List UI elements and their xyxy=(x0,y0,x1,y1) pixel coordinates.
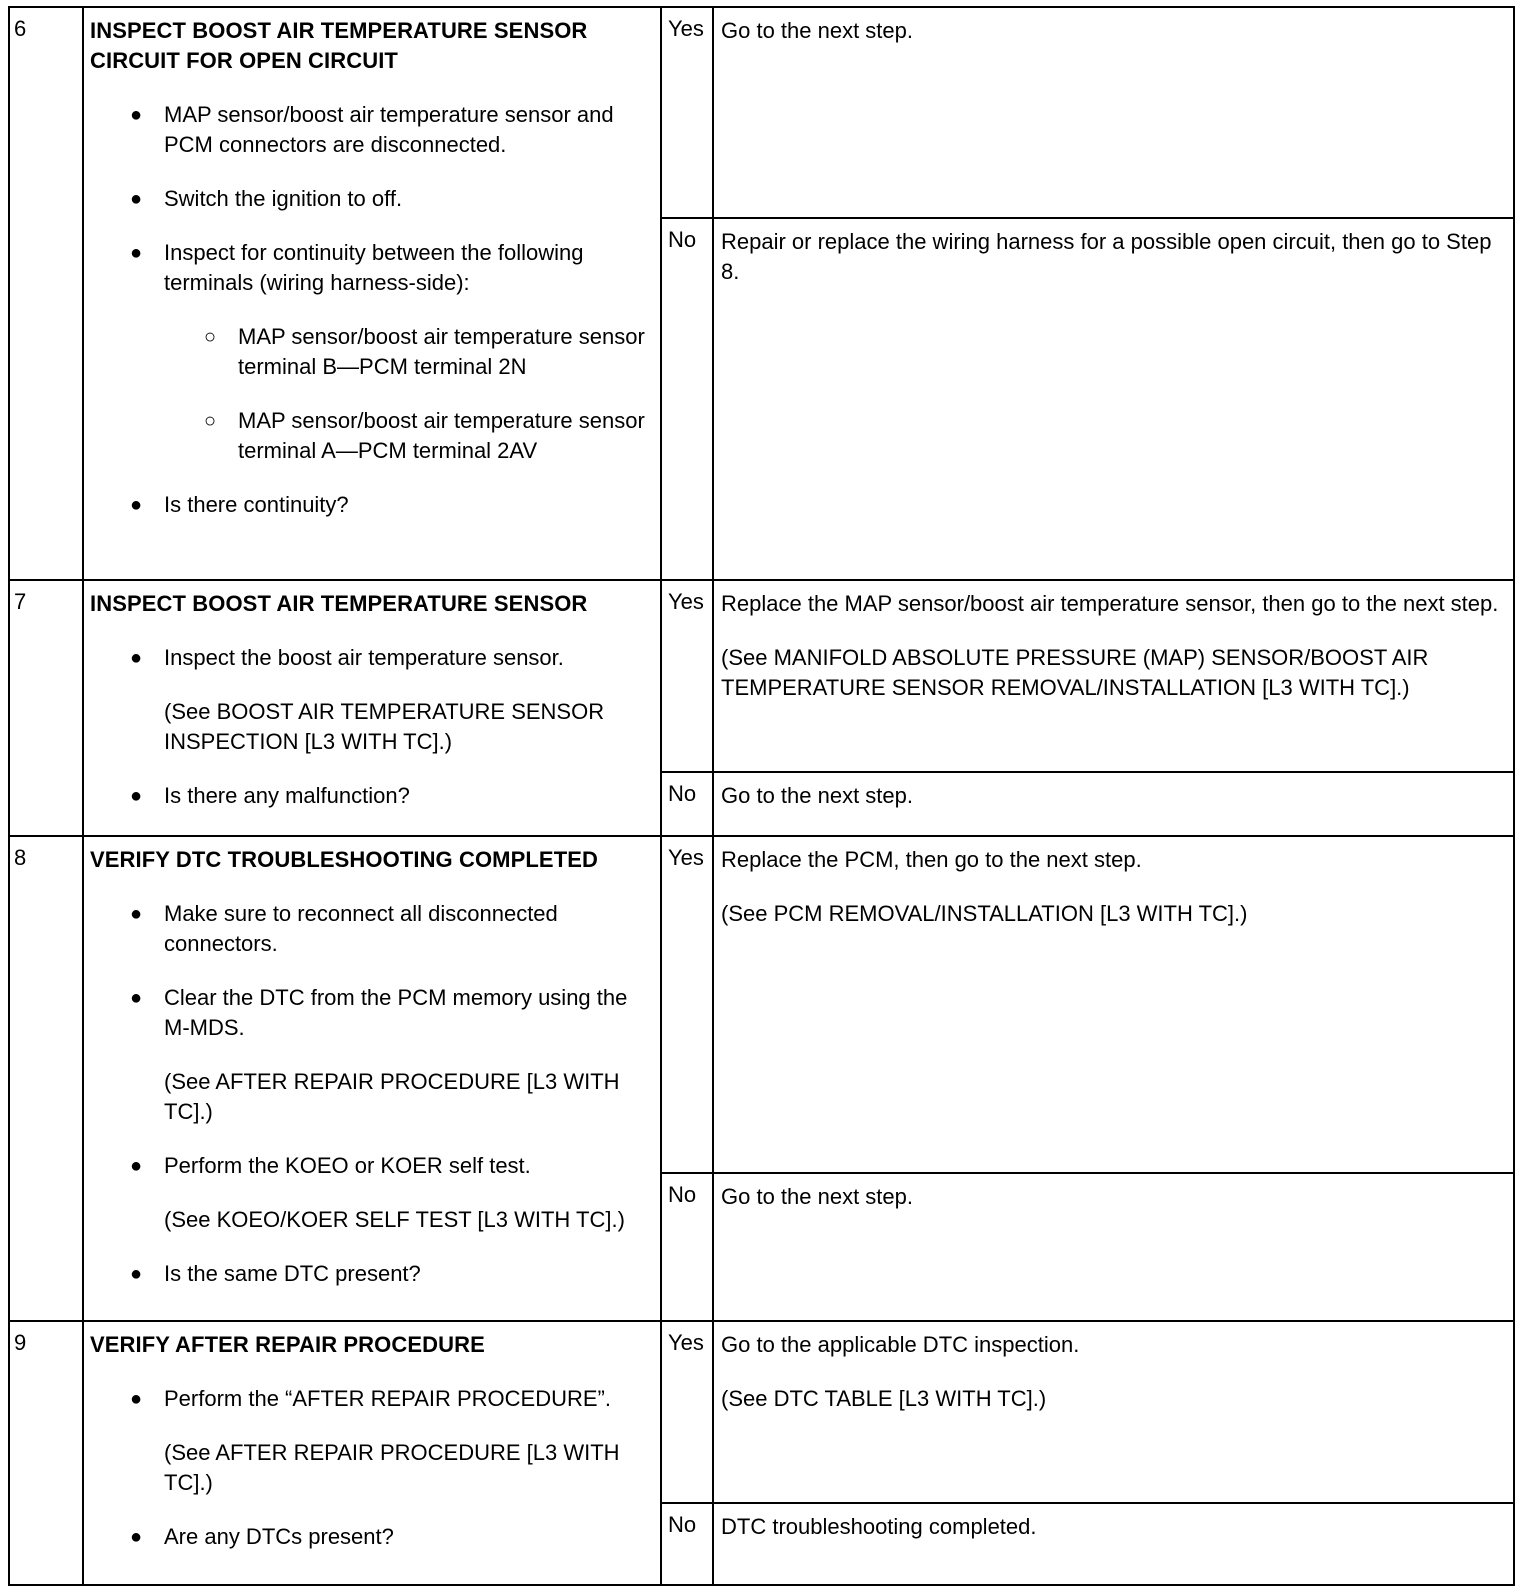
result-text: Go to the next step. xyxy=(721,18,914,43)
step-row-9-yes xyxy=(9,1321,1514,1503)
result-text: Replace the MAP sensor/boost air temperature sensor, then go to the next step. xyxy=(721,591,1499,616)
result-text: DTC troubleshooting completed. xyxy=(721,1514,1037,1539)
sub-bullet-item: ○ MAP sensor/boost air temperature sensor terminal A—PCM terminal 2AV xyxy=(238,406,650,466)
reference-text: (See KOEO/KOER SELF TEST [L3 WITH TC].) xyxy=(164,1207,625,1232)
result-no xyxy=(713,1173,1514,1321)
result-text: Go to the applicable DTC inspection. xyxy=(721,1332,1080,1357)
bullet-item: ● Make sure to reconnect all disconnected connectors. xyxy=(164,899,650,959)
reference-text: (See BOOST AIR TEMPERATURE SENSOR INSPECTION [L3 WITH TC].) xyxy=(164,699,605,754)
result-yes xyxy=(713,836,1514,1173)
answer-no: No xyxy=(661,218,713,580)
troubleshooting-table xyxy=(8,6,1515,1586)
answer-yes: Yes xyxy=(661,836,713,1173)
bullet-item: ● Inspect the boost air temperature sensor. xyxy=(164,643,650,673)
bullet-item: ● Perform the KOEO or KOER self test. xyxy=(164,1151,650,1181)
answer-no: No xyxy=(661,772,713,836)
step-content xyxy=(83,1321,661,1585)
reference-text: (See AFTER REPAIR PROCEDURE [L3 WITH TC].) xyxy=(164,1069,620,1124)
step-row-6-yes xyxy=(9,7,1514,218)
result-text: Repair or replace the wiring harness for a possible open circuit, then go to Step 8. xyxy=(721,229,1492,284)
bullet-item: ● Switch the ignition to off. xyxy=(164,184,650,214)
result-yes xyxy=(713,1321,1514,1503)
sub-bullet-item: ○ MAP sensor/boost air temperature sensor terminal B—PCM terminal 2N xyxy=(238,322,650,382)
step-title: INSPECT BOOST AIR TEMPERATURE SENSOR xyxy=(90,591,588,616)
result-reference: (See MANIFOLD ABSOLUTE PRESSURE (MAP) SENSOR/BOOST AIR TEMPERATURE SENSOR REMOVAL/INSTALLATION [L3 WITH TC].) xyxy=(721,645,1429,700)
step-number: 9 xyxy=(9,1321,83,1585)
step-title: VERIFY DTC TROUBLESHOOTING COMPLETED xyxy=(90,847,598,872)
result-reference: (See PCM REMOVAL/INSTALLATION [L3 WITH TC].) xyxy=(721,901,1248,926)
answer-yes: Yes xyxy=(661,7,713,218)
step-number: 8 xyxy=(9,836,83,1321)
bullet-item: ● MAP sensor/boost air temperature sensor and PCM connectors are disconnected. xyxy=(164,100,650,160)
result-text: Go to the next step. xyxy=(721,1184,914,1209)
step-content xyxy=(83,580,661,836)
bullet-item: ● Is there any malfunction? xyxy=(164,781,650,811)
result-text: Replace the PCM, then go to the next step. xyxy=(721,847,1142,872)
result-no xyxy=(713,1503,1514,1585)
result-no xyxy=(713,772,1514,836)
result-yes xyxy=(713,580,1514,772)
result-text: Go to the next step. xyxy=(721,783,914,808)
step-title: VERIFY AFTER REPAIR PROCEDURE xyxy=(90,1332,485,1357)
step-content xyxy=(83,836,661,1321)
reference-text: (See AFTER REPAIR PROCEDURE [L3 WITH TC].) xyxy=(164,1440,620,1495)
bullet-item: ● Clear the DTC from the PCM memory using the M-MDS. xyxy=(164,983,650,1043)
result-reference: (See DTC TABLE [L3 WITH TC].) xyxy=(721,1386,1047,1411)
step-row-8-yes xyxy=(9,836,1514,1173)
answer-no: No xyxy=(661,1173,713,1321)
bullet-item: ● Is the same DTC present? xyxy=(164,1259,650,1289)
answer-no: No xyxy=(661,1503,713,1585)
result-no xyxy=(713,218,1514,580)
answer-yes: Yes xyxy=(661,580,713,772)
step-row-7-yes xyxy=(9,580,1514,772)
bullet-item: ● Is there continuity? xyxy=(164,490,650,520)
step-content xyxy=(83,7,661,580)
bullet-item: ● Perform the “AFTER REPAIR PROCEDURE”. xyxy=(164,1384,650,1414)
answer-yes: Yes xyxy=(661,1321,713,1503)
bullet-item: ● Are any DTCs present? xyxy=(164,1522,650,1552)
bullet-item: ● Inspect for continuity between the following terminals (wiring harness-side): xyxy=(164,238,650,298)
step-number: 7 xyxy=(9,580,83,836)
result-yes xyxy=(713,7,1514,218)
step-number: 6 xyxy=(9,7,83,580)
step-title: INSPECT BOOST AIR TEMPERATURE SENSOR CIRCUIT FOR OPEN CIRCUIT xyxy=(90,18,588,73)
